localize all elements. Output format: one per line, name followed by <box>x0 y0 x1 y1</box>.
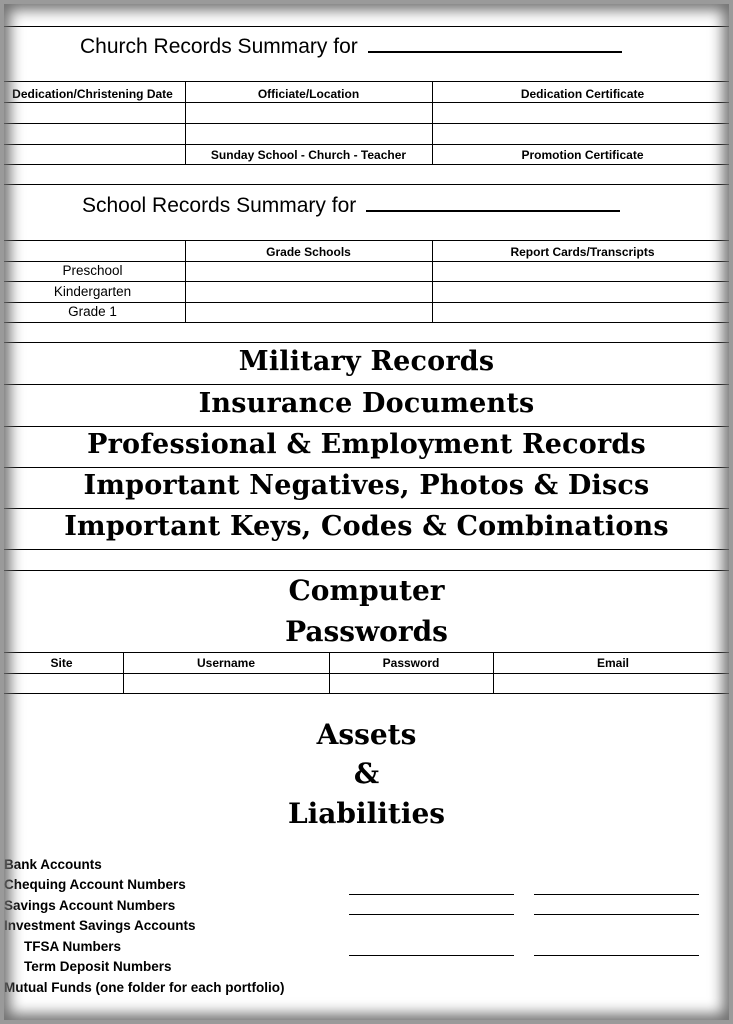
asset-bank-accounts: Bank Accounts <box>4 857 102 872</box>
church-subheader-sunday-school: Sunday School - Church - Teacher <box>210 148 407 162</box>
computer-title-line2: Passwords <box>285 615 448 648</box>
church-header-officiate: Officiate/Location <box>257 87 360 101</box>
school-row-grade-1: Grade 1 <box>68 304 117 319</box>
church-header-certificate: Dedication Certificate <box>520 87 645 101</box>
asset-mutual-funds: Mutual Funds (one folder for each portfolio) <box>4 980 285 995</box>
asset-savings-account-numbers: Savings Account Numbers <box>4 898 176 913</box>
school-title-text: School Records Summary for <box>82 194 357 217</box>
asset-investment-savings-accounts: Investment Savings Accounts <box>4 918 196 933</box>
section-keys-codes-combinations: Important Keys, Codes & Combinations <box>64 511 669 542</box>
section-professional-employment: Professional & Employment Records <box>87 429 646 460</box>
computer-header-password: Password <box>382 656 440 670</box>
computer-header-username: Username <box>196 656 256 670</box>
school-row-kindergarten: Kindergarten <box>53 284 132 299</box>
computer-title-line1: Computer <box>288 574 445 607</box>
computer-header-site: Site <box>50 656 73 670</box>
section-negatives-photos-discs: Important Negatives, Photos & Discs <box>83 470 650 501</box>
assets-title-line3: Liabilities <box>287 797 446 830</box>
school-row-preschool: Preschool <box>62 263 123 278</box>
computer-header-email: Email <box>596 656 629 670</box>
school-header-report-cards: Report Cards/Transcripts <box>510 245 655 259</box>
asset-tfsa-numbers: TFSA Numbers <box>24 939 122 954</box>
asset-chequing-account-numbers: Chequing Account Numbers <box>4 877 186 892</box>
church-title-text: Church Records Summary for <box>80 35 358 58</box>
school-header-grade-schools: Grade Schools <box>266 245 351 259</box>
church-subheader-promotion: Promotion Certificate <box>521 148 644 162</box>
church-header-date: Dedication/Christening Date <box>12 87 173 101</box>
assets-title-line1: Assets <box>316 718 417 751</box>
assets-title-line2: & <box>353 757 380 790</box>
section-insurance-documents: Insurance Documents <box>198 388 535 419</box>
asset-term-deposit-numbers: Term Deposit Numbers <box>24 959 172 974</box>
section-military-records: Military Records <box>238 346 495 377</box>
